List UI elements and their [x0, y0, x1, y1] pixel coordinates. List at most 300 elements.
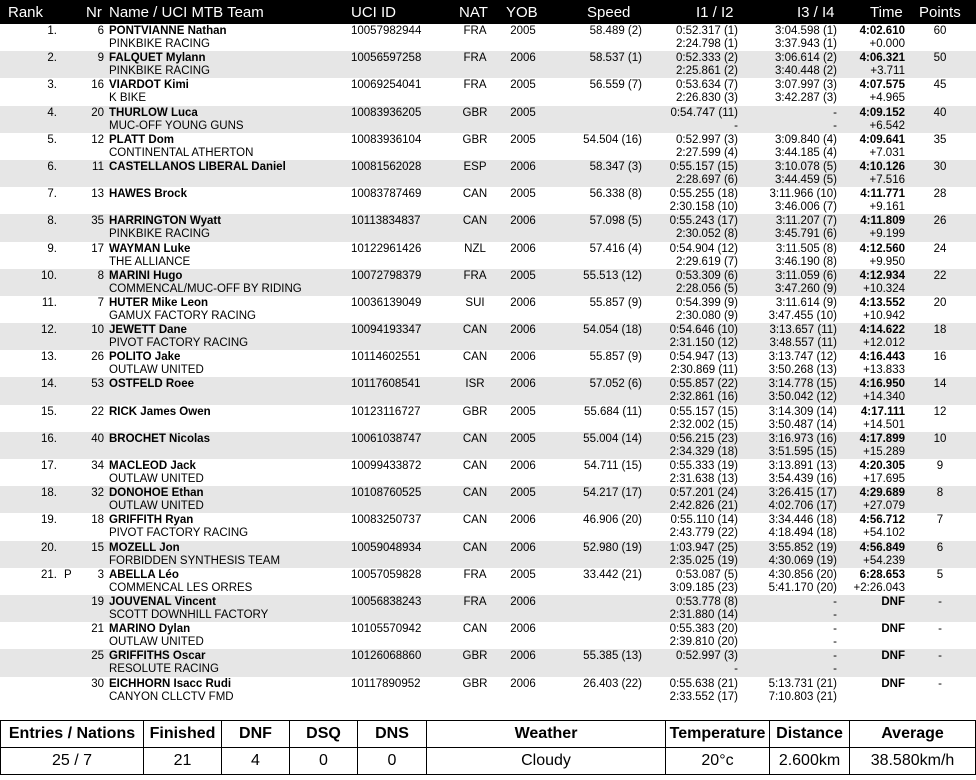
uci-id: 10105570942 — [351, 623, 422, 636]
finish-time: 4:56.712 — [859, 514, 905, 527]
split-i2: 2:34.329 (18) — [669, 445, 738, 458]
time-gap: +17.695 — [863, 473, 905, 485]
speed: 58.489 (2) — [589, 25, 642, 37]
header-uci-id: UCI ID — [351, 4, 396, 21]
speed: 55.513 (12) — [583, 269, 642, 282]
uci-id: 10122961426 — [351, 242, 422, 255]
split-i1: 0:53.087 (5) — [675, 568, 738, 581]
split-i1: 0:52.997 (3) — [675, 133, 738, 146]
rider-name: JEWETT Dane — [109, 324, 187, 337]
split-i1: 0:52.997 (3) — [675, 650, 738, 663]
rider-name: EICHHORN Isacc Rudi — [109, 677, 232, 690]
rank-cell: 2. — [47, 52, 57, 65]
rank-cell: 16. — [41, 432, 57, 445]
rank-cell: 9. — [47, 242, 57, 255]
split-i4: 3:51.595 (15) — [768, 445, 837, 458]
bib-number: 12 — [91, 133, 104, 146]
split-i4: 3:46.006 (7) — [774, 201, 837, 214]
time-gap: +54.239 — [863, 554, 905, 567]
rider-name: OSTFELD Roee — [109, 378, 194, 391]
split-i2: - — [734, 119, 738, 132]
finish-time: DNF — [881, 623, 905, 636]
nationality: GBR — [462, 677, 488, 690]
team-name: PIVOT FACTORY RACING — [109, 337, 249, 350]
header-i3-i4: I3 / I4 — [797, 4, 835, 21]
finish-time: 4:06.321 — [859, 52, 905, 65]
time-gap: +14.340 — [863, 391, 905, 404]
year-of-birth: 2006 — [510, 324, 536, 337]
split-i4: 3:48.557 (11) — [769, 337, 837, 350]
header-rank: Rank — [8, 4, 44, 21]
time-gap: +10.324 — [863, 282, 905, 295]
split-i1: 0:55.255 (18) — [669, 188, 738, 201]
nationality: FRA — [463, 595, 487, 608]
time-gap: +10.942 — [863, 309, 905, 322]
points: 28 — [933, 188, 947, 201]
summary-entries-nations: 25 / 7 — [1, 748, 144, 775]
result-row — [0, 323, 976, 350]
finish-time: 4:11.809 — [860, 215, 905, 228]
split-i2: 2:26.830 (3) — [675, 92, 738, 105]
rider-name: FALQUET Mylann — [109, 52, 206, 65]
team-name: SCOTT DOWNHILL FACTORY — [109, 608, 269, 621]
team-name: OUTLAW UNITED — [109, 636, 204, 649]
bib-number: 25 — [91, 650, 104, 663]
uci-id: 10083787469 — [351, 188, 422, 201]
result-row — [0, 677, 976, 704]
summary-dns: 0 — [358, 748, 427, 775]
summary-header: Weather — [427, 721, 666, 748]
split-i3: - — [833, 106, 837, 119]
uci-id: 10057982944 — [351, 25, 422, 37]
split-i2: 2:42.826 (21) — [669, 500, 738, 513]
summary-header: DSQ — [290, 721, 358, 748]
split-i1: 0:54.904 (12) — [669, 242, 738, 255]
nationality: FRA — [463, 25, 487, 37]
bib-number: 20 — [91, 106, 104, 119]
time-gap: +54.102 — [863, 527, 905, 540]
split-i1: 0:55.157 (15) — [669, 160, 738, 173]
speed: 52.980 (19) — [583, 541, 642, 554]
split-i3: 3:13.747 (12) — [768, 351, 837, 364]
nationality: CAN — [462, 351, 488, 364]
split-i4: 3:44.459 (5) — [774, 173, 837, 186]
nationality: FRA — [463, 52, 487, 65]
speed: 33.442 (21) — [583, 568, 642, 581]
split-i2: 2:30.158 (10) — [669, 201, 738, 214]
speed: 55.684 (11) — [584, 405, 642, 418]
result-row — [0, 51, 976, 78]
race-summary — [0, 720, 976, 780]
split-i1: 0:52.317 (1) — [675, 25, 738, 37]
year-of-birth: 2006 — [510, 296, 536, 309]
split-i3: 3:11.614 (9) — [775, 296, 837, 309]
time-gap: +9.950 — [869, 255, 905, 268]
finish-time: 4:09.152 — [859, 106, 905, 119]
split-i3: 3:34.446 (18) — [768, 514, 837, 527]
points: 60 — [933, 25, 947, 37]
uci-id: 10069254041 — [351, 79, 422, 92]
rider-name: MOZELL Jon — [109, 541, 180, 554]
split-i1: 0:53.634 (7) — [675, 79, 738, 92]
split-i2: 3:09.185 (23) — [669, 581, 738, 594]
split-i2: 2:24.798 (1) — [675, 38, 738, 50]
split-i2: 2:31.150 (12) — [669, 337, 738, 350]
bib-number: 13 — [91, 188, 104, 201]
team-name: PINKBIKE RACING — [109, 38, 210, 50]
split-i4: 3:47.455 (10) — [768, 309, 837, 322]
split-i1: 0:52.333 (2) — [675, 52, 738, 65]
nationality: GBR — [462, 405, 488, 418]
year-of-birth: 2005 — [510, 79, 536, 92]
uci-id: 10061038747 — [351, 432, 422, 445]
rank-cell: 4. — [47, 106, 57, 119]
uci-id: 10094193347 — [351, 324, 422, 337]
uci-id: 10113834837 — [351, 215, 421, 228]
split-i3: 3:26.415 (17) — [768, 487, 837, 500]
split-i4: - — [833, 636, 837, 649]
rider-name: POLITO Jake — [109, 351, 181, 364]
time-gap: +13.833 — [863, 364, 905, 377]
finish-time: 4:17.899 — [859, 432, 905, 445]
split-i1: 0:54.947 (13) — [669, 351, 738, 364]
rank-cell: 7. — [47, 188, 57, 201]
result-row — [0, 568, 976, 595]
split-i4: 3:50.268 (13) — [768, 364, 837, 377]
speed: 56.559 (7) — [589, 79, 642, 92]
bib-number: 7 — [97, 296, 104, 309]
header-i1-i2: I1 / I2 — [696, 4, 734, 21]
points: 8 — [936, 487, 944, 500]
split-i1: 0:55.110 (14) — [670, 514, 738, 527]
bib-number: 53 — [91, 378, 104, 391]
split-i4: 3:46.190 (8) — [774, 255, 837, 268]
finish-time: 4:56.849 — [859, 541, 905, 554]
bib-number: 10 — [91, 324, 104, 337]
points: 18 — [933, 324, 947, 337]
bib-number: 18 — [91, 514, 104, 527]
team-name: OUTLAW UNITED — [109, 364, 204, 377]
time-gap: +0.000 — [869, 38, 905, 50]
points: 12 — [933, 405, 947, 418]
result-row — [0, 622, 976, 649]
points: 24 — [933, 242, 947, 255]
time-gap: +14.501 — [863, 418, 905, 431]
nationality: GBR — [462, 133, 488, 146]
bib-number: 19 — [91, 595, 104, 608]
summary-header: Distance — [770, 721, 850, 748]
split-i4: 3:37.943 (1) — [774, 38, 837, 50]
split-i4: 3:47.260 (9) — [774, 282, 837, 295]
uci-id: 10083250737 — [351, 514, 422, 527]
speed: 57.052 (6) — [589, 378, 642, 391]
year-of-birth: 2005 — [510, 106, 536, 119]
summary-dsq: 0 — [290, 748, 358, 775]
rider-name: JOUVENAL Vincent — [109, 595, 216, 608]
year-of-birth: 2005 — [510, 269, 536, 282]
rank-cell: 12. — [41, 324, 57, 337]
year-of-birth: 2005 — [510, 133, 536, 146]
finish-time: DNF — [881, 677, 905, 690]
result-row — [0, 486, 976, 513]
header-points: Points — [919, 4, 961, 21]
uci-id: 10117890952 — [351, 677, 421, 690]
rider-name: WAYMAN Luke — [109, 242, 191, 255]
split-i4: 4:02.706 (17) — [768, 500, 837, 513]
rider-name: PONTVIANNE Nathan — [109, 25, 227, 37]
rank-cell: 20. — [41, 541, 57, 554]
result-row — [0, 24, 976, 51]
points: - — [938, 677, 942, 690]
rider-name: THURLOW Luca — [109, 106, 198, 119]
speed: 54.504 (16) — [583, 133, 642, 146]
rider-name: HAWES Brock — [109, 188, 187, 201]
speed: 54.711 (15) — [584, 460, 642, 472]
time-gap: +3.711 — [870, 65, 905, 78]
year-of-birth: 2006 — [510, 595, 536, 608]
split-i2: 2:39.810 (20) — [669, 636, 738, 649]
speed: 55.004 (14) — [583, 432, 642, 445]
year-of-birth: 2005 — [510, 188, 536, 201]
rank-cell: 8. — [47, 215, 57, 228]
split-i1: 0:54.646 (10) — [669, 324, 738, 337]
split-i1: 0:55.383 (20) — [669, 623, 738, 636]
split-i2: 2:31.638 (13) — [669, 473, 738, 485]
result-row — [0, 649, 976, 676]
split-i4: 4:30.069 (19) — [768, 554, 837, 567]
team-name: OUTLAW UNITED — [109, 473, 204, 485]
rider-name: PLATT Dom — [109, 133, 174, 146]
header-time: Time — [870, 4, 903, 21]
points: 45 — [933, 79, 947, 92]
team-name: PINKBIKE RACING — [109, 228, 210, 241]
split-i2: 2:31.880 (14) — [669, 608, 738, 621]
uci-id: 10083936104 — [351, 133, 422, 146]
rider-name: MARINO Dylan — [109, 623, 191, 636]
rank-cell: 6. — [47, 160, 57, 173]
finish-time: 4:10.126 — [859, 160, 905, 173]
year-of-birth: 2006 — [510, 541, 536, 554]
nationality: ESP — [463, 160, 487, 173]
uci-id: 10057059828 — [351, 568, 422, 581]
result-row — [0, 187, 976, 214]
split-i4: 3:40.448 (2) — [774, 65, 837, 78]
rank-cell: 13. — [41, 351, 57, 364]
points: 16 — [933, 351, 947, 364]
points: 5 — [936, 568, 944, 581]
time-gap: +27.079 — [863, 500, 905, 513]
split-i1: 0:55.157 (15) — [669, 405, 738, 418]
finish-time: DNF — [881, 650, 905, 663]
finish-time: 4:13.552 — [859, 296, 905, 309]
split-i1: 0:55.333 (19) — [669, 460, 738, 472]
team-name: COMMENCAL LES ORRES — [109, 581, 253, 594]
split-i3: 3:13.891 (13) — [768, 460, 837, 472]
nationality: ISR — [465, 378, 485, 391]
result-row — [0, 78, 976, 105]
split-i2: 2:32.861 (16) — [669, 391, 738, 404]
team-name: K BIKE — [109, 92, 147, 105]
points: 20 — [933, 296, 947, 309]
split-i4: 3:42.287 (3) — [774, 92, 837, 105]
time-gap: +15.289 — [863, 445, 905, 458]
bib-number: 34 — [91, 460, 104, 472]
year-of-birth: 2006 — [510, 514, 536, 527]
speed: 26.403 (22) — [583, 677, 642, 690]
uci-id: 10108760525 — [351, 487, 422, 500]
points: 30 — [933, 160, 947, 173]
split-i2: 2:30.080 (9) — [675, 309, 738, 322]
summary-header: DNS — [358, 721, 427, 748]
bib-number: 22 — [91, 405, 104, 418]
split-i3: - — [833, 650, 837, 663]
team-name: RESOLUTE RACING — [109, 663, 219, 676]
split-i3: 3:11.207 (7) — [775, 215, 837, 228]
nationality: CAN — [462, 460, 488, 472]
team-name: CONTINENTAL ATHERTON — [109, 146, 254, 159]
split-i2: 2:29.619 (7) — [675, 255, 738, 268]
time-gap: +12.012 — [863, 337, 905, 350]
nationality: CAN — [462, 541, 488, 554]
finish-time: 4:29.689 — [859, 487, 905, 500]
speed: 55.385 (13) — [583, 650, 642, 663]
header-name: Name / UCI MTB Team — [109, 4, 264, 21]
result-row — [0, 296, 976, 323]
speed: 54.217 (17) — [583, 487, 642, 500]
result-row — [0, 269, 976, 296]
split-i2: 2:43.779 (22) — [669, 527, 738, 540]
results-header — [0, 0, 976, 24]
summary-header: Average — [850, 721, 976, 748]
result-row — [0, 432, 976, 459]
split-i3: 3:11.059 (6) — [775, 269, 837, 282]
split-i3: 3:04.598 (1) — [774, 25, 837, 37]
nationality: CAN — [462, 215, 488, 228]
rider-name: MACLEOD Jack — [109, 460, 196, 472]
year-of-birth: 2006 — [510, 160, 536, 173]
split-i3: - — [833, 595, 837, 608]
nationality: GBR — [462, 106, 488, 119]
header-speed: Speed — [587, 4, 631, 21]
nationality: CAN — [462, 432, 488, 445]
result-row — [0, 133, 976, 160]
team-name: CANYON CLLCTV FMD — [109, 690, 234, 703]
split-i3: 5:13.731 (21) — [768, 677, 837, 690]
nationality: CAN — [462, 623, 488, 636]
split-i1: 0:55.857 (22) — [669, 378, 738, 391]
nationality: FRA — [463, 79, 487, 92]
year-of-birth: 2006 — [510, 215, 536, 228]
summary-average: 38.580km/h — [850, 748, 976, 775]
year-of-birth: 2006 — [510, 623, 536, 636]
year-of-birth: 2006 — [510, 378, 536, 391]
year-of-birth: 2005 — [510, 432, 536, 445]
year-of-birth: 2006 — [510, 677, 536, 690]
summary-header: DNF — [222, 721, 290, 748]
bib-number: 9 — [97, 52, 104, 65]
time-gap: +2:26.043 — [853, 581, 905, 594]
rank-cell: 21. — [41, 568, 57, 581]
finish-time: 4:12.560 — [859, 242, 905, 255]
uci-id: 10114602551 — [351, 351, 421, 364]
split-i4: 3:45.791 (6) — [774, 228, 837, 241]
summary-value-row — [1, 748, 976, 775]
bib-number: 16 — [91, 79, 104, 92]
result-row — [0, 541, 976, 568]
speed: 55.857 (9) — [589, 351, 642, 364]
speed: 55.857 (9) — [589, 296, 642, 309]
year-of-birth: 2006 — [510, 650, 536, 663]
speed: 46.906 (20) — [583, 514, 642, 527]
uci-id: 10056838243 — [351, 595, 422, 608]
speed: 56.338 (8) — [589, 188, 642, 201]
rank-cell: 5. — [47, 133, 57, 146]
nationality: CAN — [462, 487, 488, 500]
split-i4: - — [833, 663, 837, 676]
split-i1: 0:57.201 (24) — [669, 487, 738, 500]
rider-name: DONOHOE Ethan — [109, 487, 204, 500]
speed: 58.537 (1) — [589, 52, 642, 65]
team-name: MUC-OFF YOUNG GUNS — [109, 119, 244, 132]
split-i2: 2:32.002 (15) — [669, 418, 738, 431]
rank-cell: 1. — [47, 25, 57, 37]
split-i1: 0:54.747 (11) — [670, 106, 738, 119]
speed: 58.347 (3) — [589, 160, 642, 173]
speed: 54.054 (18) — [583, 324, 642, 337]
nationality: SUI — [465, 296, 485, 309]
team-name: FORBIDDEN SYNTHESIS TEAM — [109, 554, 281, 567]
split-i1: 0:53.778 (8) — [675, 595, 738, 608]
result-row — [0, 242, 976, 269]
year-of-birth: 2005 — [510, 568, 536, 581]
uci-id: 10083936205 — [351, 106, 422, 119]
rank-cell: 17. — [41, 460, 57, 472]
points: 40 — [933, 106, 947, 119]
bib-number: 35 — [91, 215, 104, 228]
points: 22 — [933, 269, 947, 282]
uci-id: 10126068860 — [351, 650, 422, 663]
rider-name: GRIFFITHS Oscar — [109, 650, 206, 663]
rank-cell: 18. — [41, 487, 57, 500]
split-i4: 3:54.439 (16) — [768, 473, 837, 485]
summary-dnf: 4 — [222, 748, 290, 775]
result-row — [0, 377, 976, 404]
result-row — [0, 513, 976, 540]
bib-number: 40 — [91, 432, 104, 445]
summary-header-row — [1, 721, 976, 748]
uci-id: 10059048934 — [351, 541, 422, 554]
time-gap: +9.199 — [869, 228, 905, 241]
split-i3: 3:09.840 (4) — [774, 133, 837, 146]
points: - — [938, 623, 942, 636]
uci-id: 10117608541 — [351, 378, 421, 391]
bib-number: 21 — [91, 623, 104, 636]
year-of-birth: 2006 — [510, 242, 536, 255]
points: 7 — [936, 514, 944, 527]
split-i2: 2:28.056 (5) — [675, 282, 738, 295]
team-name: THE ALLIANCE — [109, 255, 191, 268]
team-name: COMMENCAL/MUC-OFF BY RIDING — [109, 282, 302, 295]
finish-time: 4:07.575 — [859, 79, 905, 92]
result-row — [0, 595, 976, 622]
bib-number: 8 — [97, 269, 104, 282]
results-rows — [0, 24, 976, 704]
split-i3: 3:07.997 (3) — [774, 79, 837, 92]
team-name: OUTLAW UNITED — [109, 500, 204, 513]
finish-time: 4:17.111 — [860, 405, 905, 418]
points: 14 — [933, 378, 947, 391]
nationality: CAN — [462, 188, 488, 201]
